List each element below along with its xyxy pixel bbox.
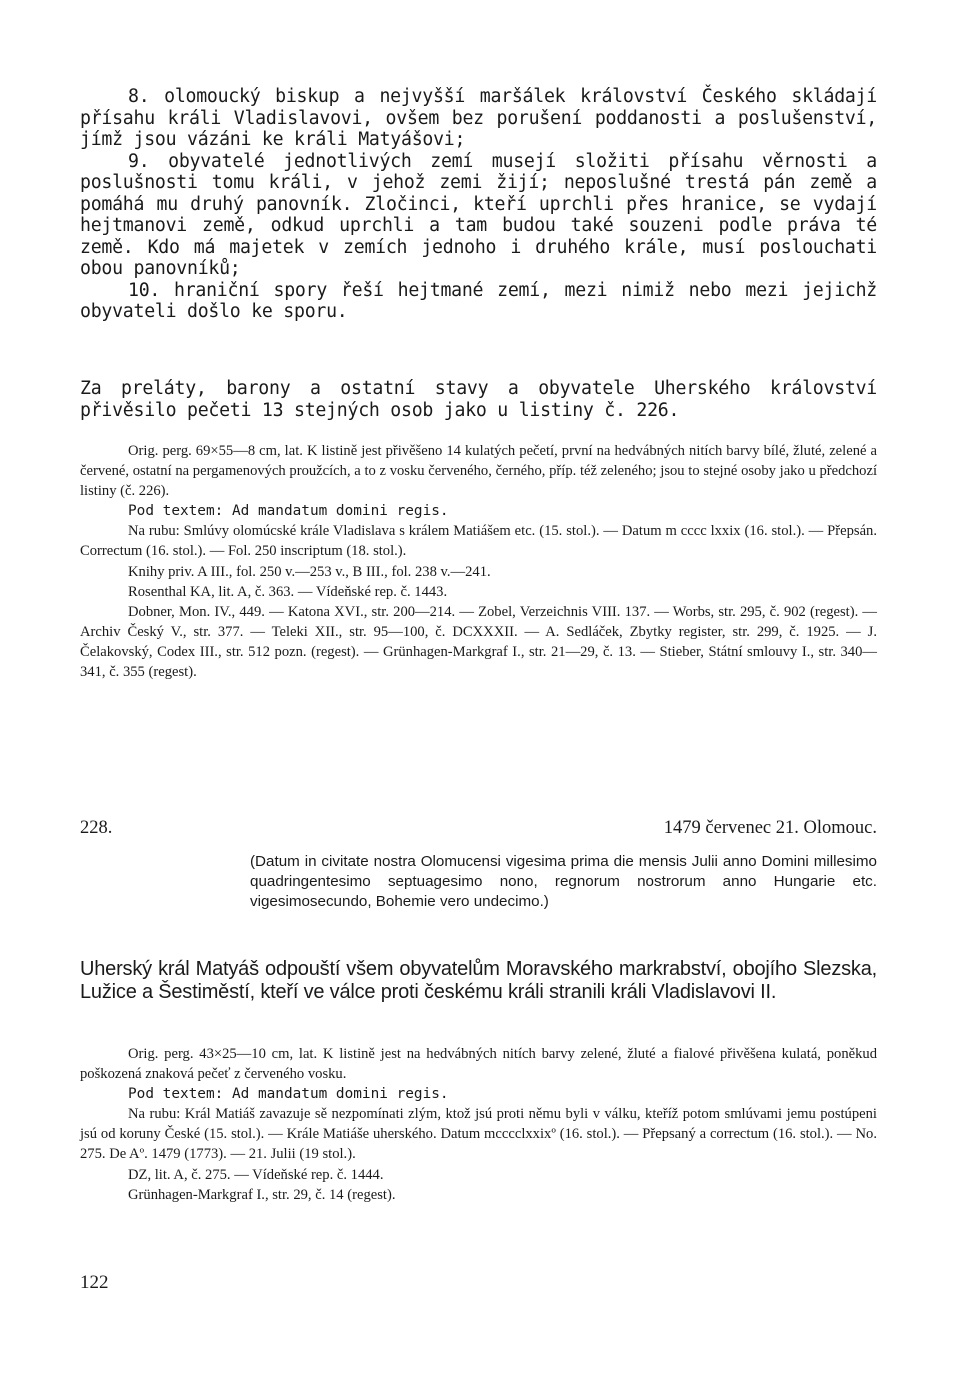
page-number: 122 [80, 1272, 109, 1293]
document-date-place: 1479 červenec 21. Olomouc. [663, 818, 877, 838]
notes-227 [80, 441, 877, 682]
regest: Uherský král Matyáš odpouští všem obyvatelům Moravského markrabství, obojího Slezska, Lužice a Šestiměstí, kteří ve válce proti českému králi stranili králi Vladislavovi II. [80, 958, 877, 1003]
notes-228 [80, 1044, 877, 1205]
paragraph-item-9: 9. obyvatelé jednotlivých zemí musejí složiti přísahu věrnosti a poslušnosti tomu králi, v jehož zemi žijí; neposlušné trestá pán země a pomáhá mu druhý panovník. Zločinci, kteří uprchli přes hranice, se vydají hejtmanovi země, odkud uprchli a tam budou také souzeni podle práva té země. Kdo má majetek v zemích jednoho i druhého krále, musí poslouchati obou panovníků; [80, 150, 877, 279]
paragraph-item-8: 8. olomoucký biskup a nejvyšší maršálek království Českého skládají přísahu králi Vladislavovi, ovšem bez porušení poddanosti a poslušenství, jímž jsou vázáni ke králi Matyášovi; [80, 86, 877, 150]
document-number: 228. [80, 818, 113, 838]
document-header [80, 818, 877, 842]
note-228-dz: DZ, lit. A, č. 275. — Vídeňské rep. č. 1444. [128, 1166, 384, 1183]
note-pod-textem: Pod textem: Ad mandatum domini regis. [128, 503, 449, 520]
note-228-pod-textem: Pod textem: Ad mandatum domini regis. [128, 1086, 449, 1103]
note-228-na-rubu: Na rubu: Král Matiáš zavazuje sě nezpomínati zlým, ktož jsú proti němu byli v válku, kteříž potom smlúvami jemu postúpeni jsú od koruny České (15. stol.). — Krále Matiáše uherského. Datum mcccclxxixº (16. stol.). — Přepsaný a correctum (16. stol.). — No. 275. De Aº. 1479 (1773). — 21. Julii (19 stol.). [80, 1106, 877, 1163]
note-228-orig: Orig. perg. 43×25—10 cm, lat. K listině jest na hedvábných nitích barvy zelené, žluté a fialové přivěšena kulatá, poněkud poškozená znaková pečeť z červeného vosku. [80, 1046, 877, 1083]
datum-clause: (Datum in civitate nostra Olomucensi vigesima prima die mensis Julii anno Domini millesimo quadringentesimo septuagesimo nono, regnorum nostrorum anno Hungarie etc. vigesimosecundo, Bohemie vero undecimo.) [250, 853, 877, 911]
note-literature: Dobner, Mon. IV., 449. — Katona XVI., str. 200—214. — Zobel, Verzeichnis VIII. 137. — Worbs, str. 295, č. 902 (regest). — Archiv Český V., str. 377. — Teleki XII., str. 95—100, č. DCXXXII. — A. Sedláček, Zbytky register, str. 299, č. 1925. — J. Čelakovský, Codex III., str. 512 pozn. (regest). — Grünhagen-Markgraf I., str. 21—29, č. 13. — Stieber, Státní smlouvy I., str. 340—341, č. 355 (regest). [80, 603, 877, 681]
note-228-grunhagen: Grünhagen-Markgraf I., str. 29, č. 14 (regest). [128, 1186, 396, 1203]
paragraph-item-10: 10. hraniční spory řeší hejtmané zemí, mezi nimiž nebo mezi jejichž obyvateli došlo ke sporu. [80, 279, 877, 322]
main-text-block [80, 86, 877, 323]
paragraph-seals: Za preláty, barony a ostatní stavy a obyvatele Uherského království přivěsilo pečeti 13 stejných osob jako u listiny č. 226. [80, 378, 877, 421]
note-na-rubu: Na rubu: Smlúvy olomúcské krále Vladislava s králem Matiášem etc. (15. stol.). — Datum m cccc lxxix (16. stol.). — Přepsán. Correctum (16. stol.). — Fol. 250 inscriptum (18. stol.). [80, 523, 877, 560]
note-orig: Orig. perg. 69×55—8 cm, lat. K listině jest přivěšeno 14 kulatých pečetí, první na hedvábných nitích barvy bílé, žluté, zelené a červené, ostatní na pergamenových proužcích, a to z vosku červeného, černého, příp. též zeleného; jsou to stejné osoby jako u předchozí listiny (č. 226). [80, 443, 877, 500]
note-rosenthal: Rosenthal KA, lit. A, č. 363. — Vídeňské rep. č. 1443. [128, 583, 448, 600]
note-knihy: Knihy priv. A III., fol. 250 v.—253 v., B III., fol. 238 v.—241. [128, 563, 491, 580]
